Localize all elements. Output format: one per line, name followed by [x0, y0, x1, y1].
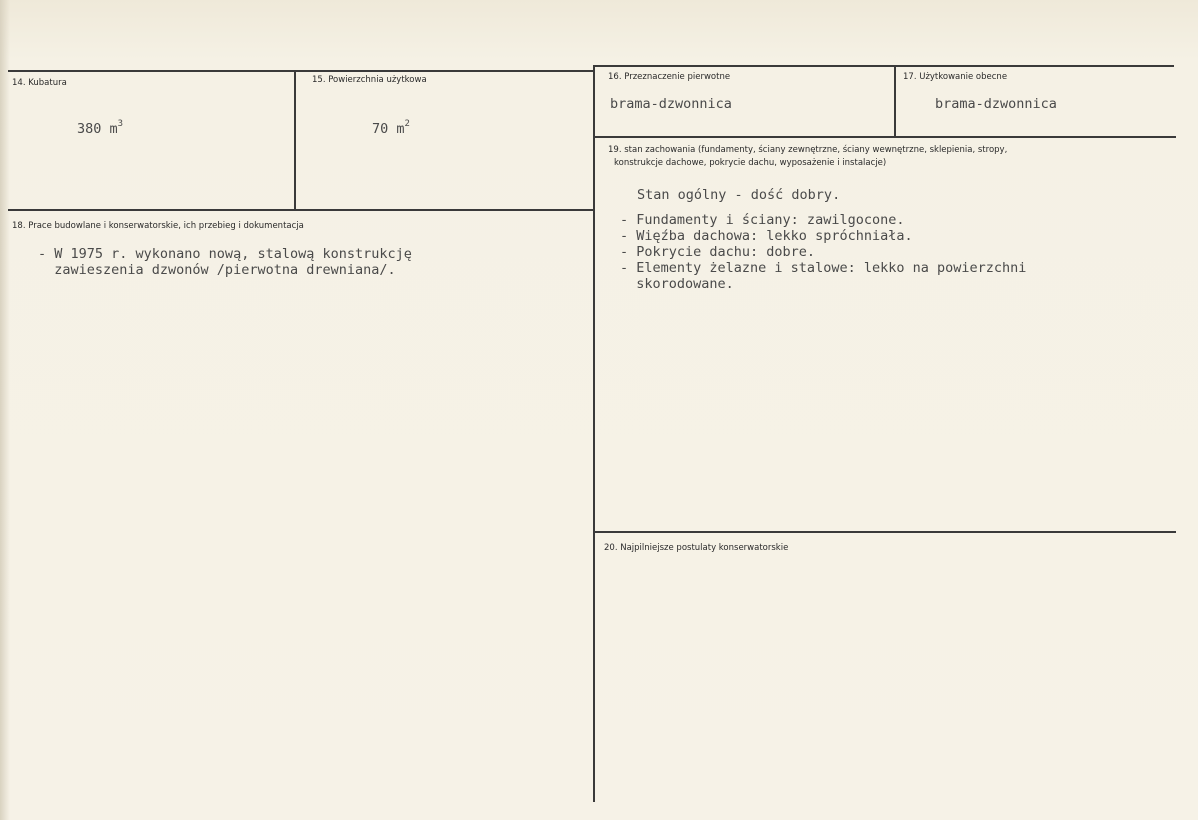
rule-under-16-17: [594, 136, 1176, 138]
field-17-value: brama-dzwonnica: [935, 96, 1057, 112]
field-15-value-text: 70 m: [372, 121, 405, 137]
field-19-item: - Elementy żelazne i stalowe: lekko na powierzchni: [620, 260, 1027, 276]
field-18-line: zawieszenia dzwonów /pierwotna drewniana/.: [38, 262, 396, 278]
field-19-item: - Pokrycie dachu: dobre.: [620, 244, 816, 260]
field-20-label: 20. Najpilniejsze postulaty konserwatorskie: [604, 543, 789, 553]
field-19-item: - Więźba dachowa: lekko spróchniała.: [620, 228, 913, 244]
field-14-value: [77, 118, 124, 137]
field-16-value: brama-dzwonnica: [610, 96, 732, 112]
card-edge-shadow: [0, 0, 10, 820]
field-18-line: - W 1975 r. wykonano nową, stalową konstrukcję: [38, 246, 412, 262]
field-19-label-line2: konstrukcje dachowe, pokrycie dachu, wyposażenie i instalacje): [614, 158, 887, 168]
field-18-label: 18. Prace budowlane i konserwatorskie, ich przebieg i dokumentacja: [12, 221, 304, 231]
field-14-unit-exponent: 3: [117, 118, 124, 129]
field-19-item: - Fundamenty i ściany: zawilgocone.: [620, 212, 905, 228]
field-19-item: skorodowane.: [620, 276, 734, 292]
field-18-entries: [38, 246, 412, 278]
field-19-general: Stan ogólny - dość dobry.: [637, 187, 841, 203]
rule-under-14-15: [8, 209, 594, 211]
divider-16-17: [894, 65, 896, 137]
field-14-value-text: 380 m: [77, 121, 118, 137]
field-15-unit-exponent: 2: [404, 118, 410, 129]
field-15-value: [372, 118, 410, 137]
field-15-label: 15. Powierzchnia użytkowa: [312, 75, 427, 85]
field-16-label: 16. Przeznaczenie pierwotne: [608, 72, 731, 82]
field-19-label-line1: 19. stan zachowania (fundamenty, ściany zewnętrzne, ściany wewnętrzne, sklepienia, stropy,: [608, 145, 1008, 155]
field-19-items: [620, 212, 1026, 292]
top-border-right: [594, 65, 1174, 67]
top-border-left: [8, 70, 594, 72]
field-14-label: 14. Kubatura: [12, 78, 67, 88]
rule-above-20: [594, 531, 1176, 533]
field-17-label: 17. Użytkowanie obecne: [903, 72, 1008, 82]
divider-14-15: [294, 70, 296, 211]
divider-left-right: [593, 65, 595, 802]
